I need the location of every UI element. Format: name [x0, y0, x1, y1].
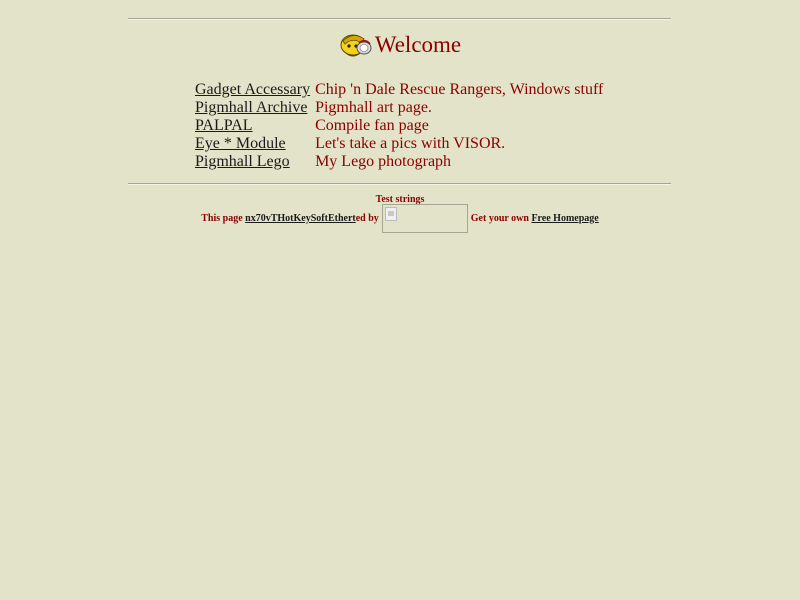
- host-link[interactable]: nx70vTHotKeySoftEthert: [245, 213, 356, 224]
- link-description: Chip 'n Dale Rescue Rangers, Windows stuff: [315, 81, 604, 98]
- link-description: Pigmhall art page.: [315, 99, 432, 116]
- link-palpal[interactable]: PALPAL: [195, 117, 253, 134]
- broken-image-icon: [385, 207, 397, 221]
- link-pigmhall-archive[interactable]: Pigmhall Archive: [195, 99, 308, 116]
- host-banner-image[interactable]: [382, 204, 468, 233]
- link-description: Compile fan page: [315, 117, 429, 134]
- footer-suffix: ed by: [355, 213, 379, 224]
- page-header: [0, 30, 800, 60]
- table-row: [193, 81, 605, 99]
- bottom-divider: [128, 183, 671, 185]
- test-strings-label: Test strings: [375, 194, 425, 205]
- top-divider: [128, 18, 671, 20]
- free-homepage-link[interactable]: Free Homepage: [531, 213, 599, 224]
- table-row: [193, 135, 605, 153]
- link-description: My Lego photograph: [315, 153, 452, 170]
- link-eye-module[interactable]: Eye * Module: [195, 135, 286, 152]
- links-table: [193, 81, 605, 171]
- link-description: Let's take a pics with VISOR.: [315, 135, 506, 152]
- page-title: Welcome: [374, 32, 462, 57]
- table-row: [193, 99, 605, 117]
- chip-dale-helmet-icon: [339, 29, 373, 59]
- get-your-own-label: Get your own: [470, 213, 532, 224]
- link-pigmhall-lego[interactable]: Pigmhall Lego: [195, 153, 290, 170]
- footer-prefix: This page: [201, 213, 246, 224]
- table-row: [193, 153, 605, 171]
- link-gadget-accessary[interactable]: Gadget Accessary: [195, 81, 311, 98]
- table-row: [193, 117, 605, 135]
- hosting-footer: [0, 204, 800, 233]
